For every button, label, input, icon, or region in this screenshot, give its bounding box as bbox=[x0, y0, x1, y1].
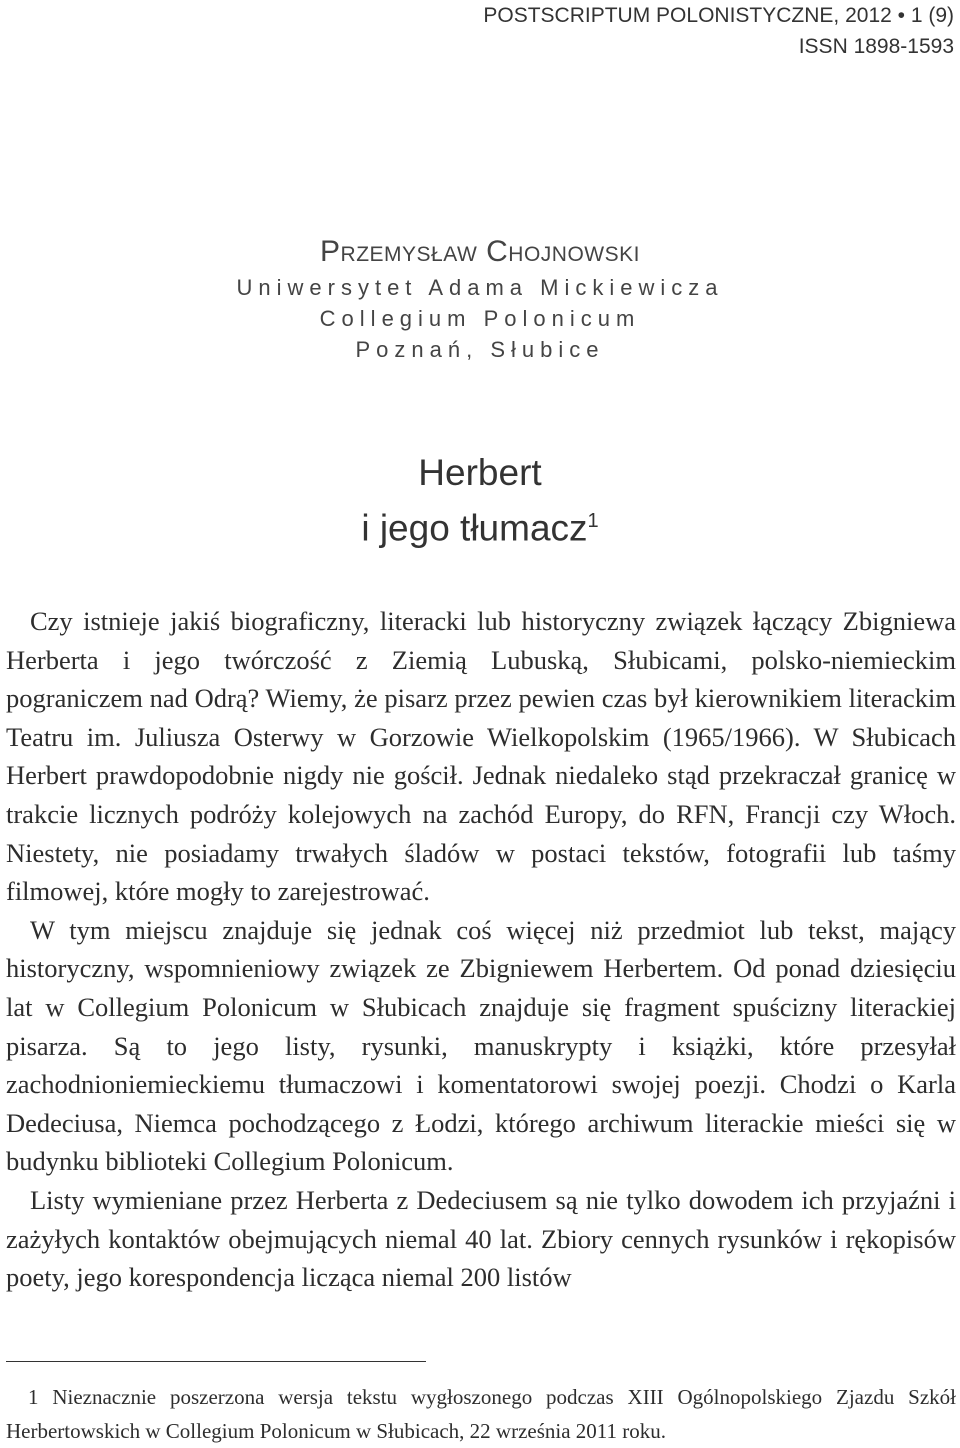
footnote-text: Nieznacznie poszerzona wersja tekstu wygłoszonego podczas XIII Ogólnopolskiego Zjazdu Szkół Herbertowskich w Collegium Polonicum w Słubicach, 22 września 2011 roku. bbox=[6, 1385, 956, 1443]
footnote-marker: 1 bbox=[28, 1385, 39, 1409]
title-line-2-text: i jego tłumacz bbox=[361, 507, 588, 549]
footnote-separator bbox=[6, 1361, 426, 1362]
author-name: Przemysław Chojnowski bbox=[320, 235, 640, 268]
article-body bbox=[6, 602, 956, 1297]
journal-citation: POSTSCRIPTUM POLONISTYCZNE, 2012 • 1 (9) bbox=[483, 4, 954, 27]
paragraph: Czy istnieje jakiś biograficzny, literacki lub historyczny związek łączący Zbigniewa Herberta i jego twórczość z Ziemią Lubuską, Słubicami, polsko-niemieckim pograniczem nad Odrą? Wiemy, że pisarz przez pewien czas był kierownikiem literackim Teatru im. Juliusza Osterwy w Gorzowie Wielkopolskim (1965/1966). W Słubicach Herbert prawdopodobnie nigdy nie gościł. Jednak niedaleko stąd przekraczał granicę w trakcie licznych podróży kolejowych na zachód Europy, do RFN, Francji czy Włoch. Niestety, nie posiadamy trwałych śladów w postaci tekstów, fotografii lub taśmy filmowej, które mogły to zarejestrować. bbox=[6, 606, 956, 907]
title-line-2 bbox=[0, 497, 960, 552]
title-line-1: Herbert bbox=[418, 452, 542, 493]
author-university: Uniwersytet Adama Mickiewicza bbox=[236, 275, 724, 300]
author-block bbox=[0, 232, 960, 365]
article-title bbox=[0, 448, 960, 552]
paragraph: W tym miejscu znajduje się jednak coś więcej niż przedmiot lub tekst, mający historyczny, wspomnieniowy związek ze Zbigniewem Herbertem. Od ponad dziesięciu lat w Collegium Polonicum w Słubicach znajduje się fragment spuścizny literackiej pisarza. Są to jego listy, rysunki, manuskrypty i książki, które przesyłał zachodnioniemieckiemu tłumaczowi i komentatorowi swojej poezji. Chodzi o Karla Dedeciusa, Niemca pochodzącego z Łodzi, którego archiwum literackie mieści się w budynku biblioteki Collegium Polonicum. bbox=[6, 914, 956, 1177]
author-location: Poznań, Słubice bbox=[355, 337, 605, 362]
paragraph: Listy wymieniane przez Herberta z Dedeciusem są nie tylko dowodem ich przyjaźni i zażyłych kontaktów obejmujących niemal 40 lat. Zbiory cennych rysunków i rękopisów poety, jego korespondencja licząca niemal 200 listów bbox=[6, 1184, 956, 1293]
issn-number: ISSN 1898-1593 bbox=[798, 35, 954, 58]
running-header bbox=[483, 0, 954, 62]
title-footnote-marker: 1 bbox=[587, 510, 599, 532]
footnote bbox=[6, 1380, 956, 1448]
author-institute: Collegium Polonicum bbox=[319, 306, 641, 331]
